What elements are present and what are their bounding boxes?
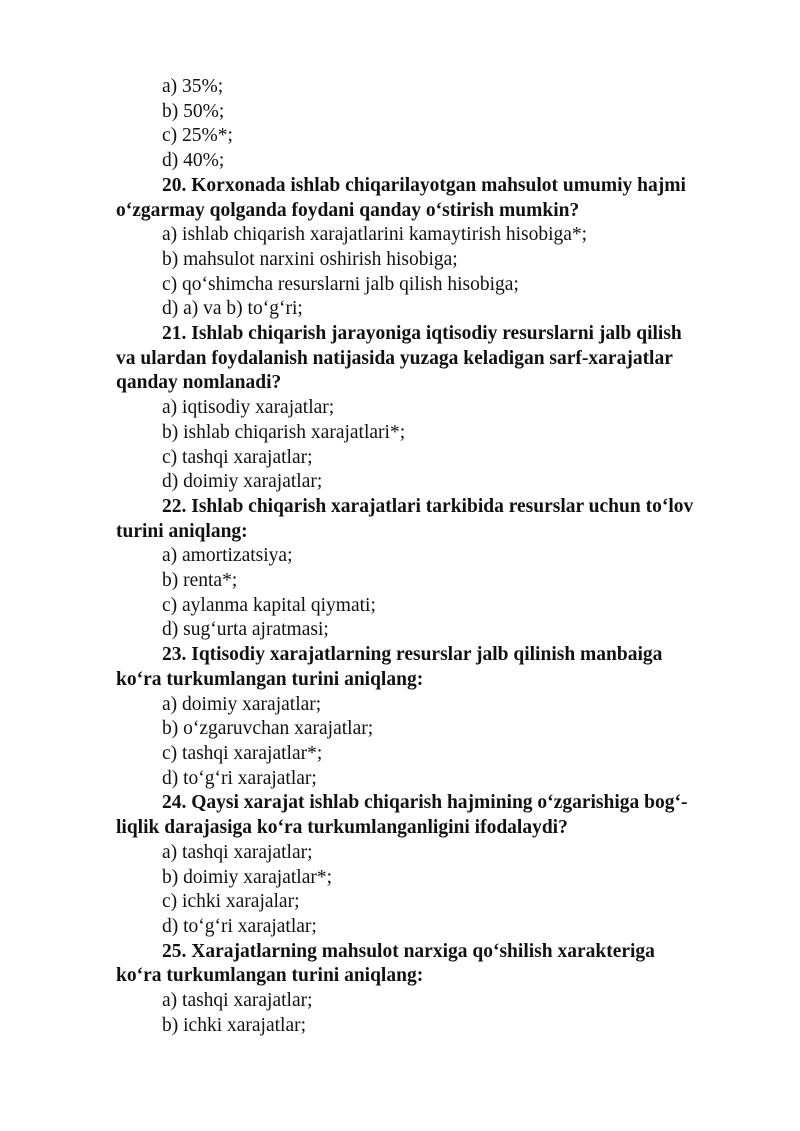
question-line: Korxonada ishlab chiqarilayotgan mahsulot umumiy hajmi [191,174,686,196]
answer-option: c) ichki xarajalar; [162,891,300,913]
question-number: 21. [162,323,187,345]
answer-option: b) mahsulot narxini oshirish hisobiga; [162,248,458,270]
question-line: Ishlab chiqarish jarayoniga iqtisodiy resurslarni jalb qilish [191,323,682,345]
answer-option: d) sug‘urta ajratmasi; [162,619,329,641]
answer-option: c) tashqi xarajatlar; [162,446,313,468]
answer-option: a) doimiy xarajatlar; [162,693,322,715]
answer-option: b) doimiy xarajatlar*; [162,866,333,888]
answer-option: a) amortizatsiya; [162,545,293,567]
answer-option: c) tashqi xarajatlar*; [162,742,323,764]
question-number: 23. [162,644,187,666]
question-text [116,174,746,223]
answer-option: c) 25%*; [162,125,233,147]
question-number: 20. [162,174,187,196]
answer-option: b) ishlab chiqarish xarajatlari*; [162,421,406,443]
question-line: ko‘ra turkumlangan turini aniqlang: [116,965,424,987]
answer-option: a) tashqi xarajatlar; [162,990,313,1012]
question-line: o‘zgarmay qolganda foydani qanday o‘stirish mumkin? [116,199,580,221]
answer-option: b) o‘zgaruvchan xarajatlar; [162,718,374,740]
question-line: liqlik darajasiga ko‘ra turkumlanganligini ifodalaydi? [116,817,568,839]
answer-option: d) a) va b) to‘g‘ri; [162,298,303,320]
question-number: 25. [162,940,187,962]
answer-option: d) 40%; [162,150,225,172]
question-line: Xarajatlarning mahsulot narxiga qo‘shilish xarakteriga [191,940,655,962]
question-line: Ishlab chiqarish xarajatlari tarkibida resurslar uchun to‘lov [191,495,694,517]
question-text [116,322,746,396]
answer-option: c) qo‘shimcha resurslarni jalb qilish hisobiga; [162,273,519,295]
answer-option: a) 35%; [162,76,224,97]
question-number: 22. [162,495,187,517]
question-line: va ulardan foydalanish natijasida yuzaga keladigan sarf-xarajatlar [116,347,673,369]
question-line: qanday nomlanadi? [116,372,282,394]
question-text [116,940,746,989]
document-content [116,75,746,1038]
answer-option: b) renta*; [162,570,238,592]
answer-option: b) ichki xarajatlar; [162,1014,307,1036]
answer-option: a) tashqi xarajatlar; [162,841,313,863]
question-text [116,495,746,544]
answer-option: c) aylanma kapital qiymati; [162,594,376,616]
answer-option: a) ishlab chiqarish xarajatlarini kamaytirish hisobiga*; [162,224,588,246]
answer-option: b) 50%; [162,100,225,122]
answer-option: d) doimiy xarajatlar; [162,471,323,493]
answer-option: a) iqtisodiy xarajatlar; [162,397,335,419]
question-text [116,791,746,840]
question-number: 24. [162,792,187,814]
question-text [116,643,746,692]
question-line: Iqtisodiy xarajatlarning resurslar jalb qilinish manbaiga [191,644,663,666]
answer-option: d) to‘g‘ri xarajatlar; [162,767,317,789]
question-line: Qaysi xarajat ishlab chiqarish hajmining o‘zgarishiga bog‘- [191,792,688,814]
answer-option: d) to‘g‘ri xarajatlar; [162,915,317,937]
question-line: ko‘ra turkumlangan turini aniqlang: [116,668,424,690]
question-line: turini aniqlang: [116,520,248,542]
